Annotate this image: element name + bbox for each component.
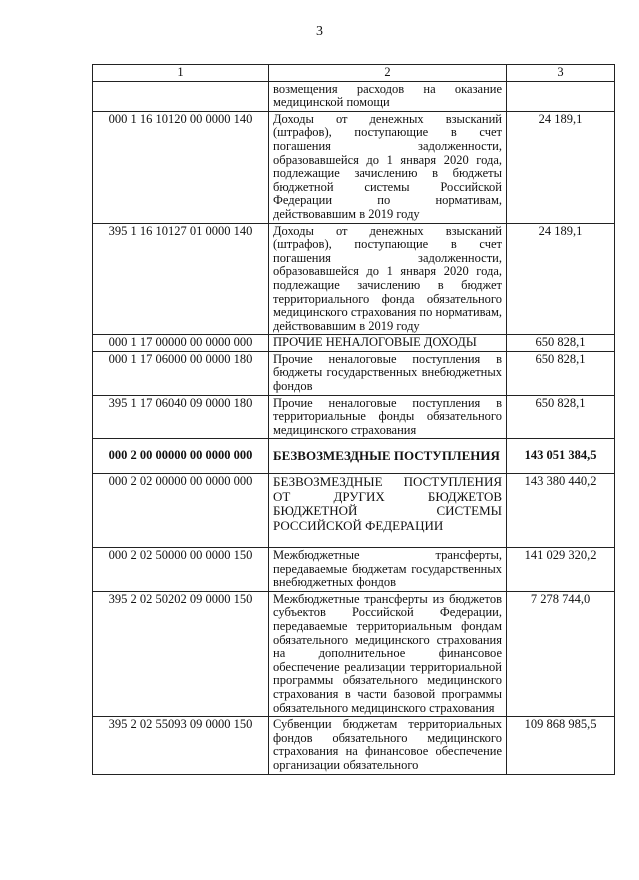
- row-description: БЕЗВОЗМЕЗДНЫЕ ПОСТУПЛЕНИЯ ОТ ДРУГИХ БЮДЖЕТОВ БЮДЖЕТНОЙ СИСТЕМЫ РОССИЙСКОЙ ФЕДЕРАЦИИ: [269, 474, 507, 548]
- row-code: 000 2 02 50000 00 0000 150: [93, 548, 269, 592]
- row-amount: 650 828,1: [507, 395, 615, 439]
- column-header-code: 1: [93, 65, 269, 82]
- row-description: ПРОЧИЕ НЕНАЛОГОВЫЕ ДОХОДЫ: [269, 335, 507, 352]
- table-row: [93, 395, 615, 439]
- table-row: [93, 111, 615, 223]
- row-code: 000 1 16 10120 00 0000 140: [93, 111, 269, 223]
- row-description: Прочие неналоговые поступления в территориальные фонды обязательного медицинского страхования: [269, 395, 507, 439]
- row-code: 000 2 02 00000 00 0000 000: [93, 474, 269, 548]
- table-row: [93, 548, 615, 592]
- budget-revenue-table: [92, 64, 615, 775]
- table-row: [93, 351, 615, 395]
- row-amount: 24 189,1: [507, 111, 615, 223]
- table-row: [93, 81, 615, 111]
- table-row: [93, 223, 615, 335]
- column-header-description: 2: [269, 65, 507, 82]
- row-amount: 7 278 744,0: [507, 591, 615, 716]
- row-amount: 24 189,1: [507, 223, 615, 335]
- row-code: 395 1 17 06040 09 0000 180: [93, 395, 269, 439]
- row-amount: 143 380 440,2: [507, 474, 615, 548]
- row-description: Доходы от денежных взысканий (штрафов), поступающие в счет погашения задолженности, образовавшейся до 1 января 2020 года, подлежащие зачислению в бюджет территориального фонда обязательного медицинского страхования по нормативам, действовавшим в 2019 году: [269, 223, 507, 335]
- table-row-total: [93, 439, 615, 474]
- row-code: 395 1 16 10127 01 0000 140: [93, 223, 269, 335]
- row-description: Межбюджетные трансферты из бюджетов субъектов Российской Федерации, передаваемые территориальным фондам обязательного медицинского страхования на дополнительное финансовое обеспечение реализации территориальной программы обязательного медицинского страхования в части базовой программы обязательного медицинского страхования: [269, 591, 507, 716]
- row-description: БЕЗВОЗМЕЗДНЫЕ ПОСТУПЛЕНИЯ: [269, 439, 507, 474]
- row-code: 395 2 02 55093 09 0000 150: [93, 717, 269, 774]
- row-amount: 143 051 384,5: [507, 439, 615, 474]
- column-header-amount: 3: [507, 65, 615, 82]
- table-row: [93, 591, 615, 716]
- table-row: [93, 717, 615, 774]
- row-description: Прочие неналоговые поступления в бюджеты государственных внебюджетных фондов: [269, 351, 507, 395]
- row-code: 000 1 17 06000 00 0000 180: [93, 351, 269, 395]
- table-row: [93, 474, 615, 548]
- row-description: Доходы от денежных взысканий (штрафов), поступающие в счет погашения задолженности, образовавшейся до 1 января 2020 года, подлежащие зачислению в бюджеты бюджетной системы Российской Федерации по нормативам, действовавшим в 2019 году: [269, 111, 507, 223]
- row-code: 395 2 02 50202 09 0000 150: [93, 591, 269, 716]
- row-description: возмещения расходов на оказание медицинской помощи: [269, 81, 507, 111]
- table-row: [93, 335, 615, 352]
- row-code: 000 1 17 00000 00 0000 000: [93, 335, 269, 352]
- table-header-row: [93, 65, 615, 82]
- page-number: 3: [316, 24, 323, 39]
- row-code: 000 2 00 00000 00 0000 000: [93, 439, 269, 474]
- row-description: Субвенции бюджетам территориальных фондов обязательного медицинского страхования на финансовое обеспечение организации обязательного: [269, 717, 507, 774]
- row-description: Межбюджетные трансферты, передаваемые бюджетам государственных внебюджетных фондов: [269, 548, 507, 592]
- row-amount: 650 828,1: [507, 351, 615, 395]
- row-code: [93, 81, 269, 111]
- row-amount: 141 029 320,2: [507, 548, 615, 592]
- row-amount: 109 868 985,5: [507, 717, 615, 774]
- row-amount: [507, 81, 615, 111]
- row-amount: 650 828,1: [507, 335, 615, 352]
